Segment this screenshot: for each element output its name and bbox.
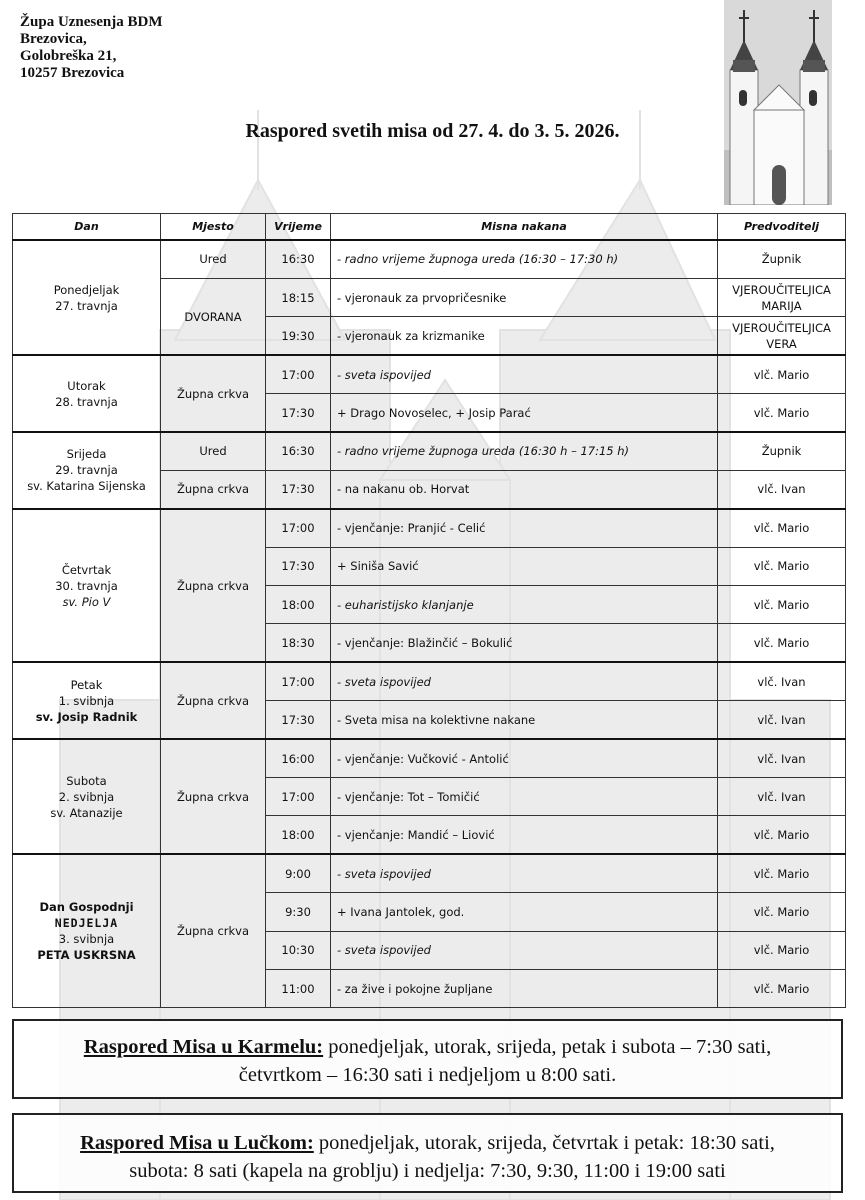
day-date: 30. travnja — [55, 578, 118, 593]
place-cell: Župna crkva — [161, 355, 266, 432]
intention-cell: - vjenčanje: Tot – Tomičić — [331, 777, 718, 815]
intention-cell: - za žive i pokojne župljane — [331, 969, 718, 1007]
place-cell: Ured — [161, 240, 266, 278]
parish-address — [20, 14, 163, 82]
leader-cell: vlč. Mario — [718, 586, 846, 624]
time-cell: 16:00 — [266, 739, 331, 777]
day-date: 3. svibnja — [58, 932, 115, 947]
intention-cell: - vjenčanje: Pranjić - Celić — [331, 509, 718, 547]
time-cell: 17:30 — [266, 701, 331, 739]
place-cell: Župna crkva — [161, 662, 266, 739]
leader-cell: vlč. Ivan — [718, 470, 846, 508]
time-cell: 17:30 — [266, 470, 331, 508]
table-row — [13, 662, 846, 700]
time-cell: 17:00 — [266, 777, 331, 815]
leader-cell: vlč. Mario — [718, 547, 846, 585]
time-cell: 18:00 — [266, 816, 331, 854]
day-saint: sv. Atanazije — [50, 805, 123, 820]
day-date: 1. svibnja — [58, 693, 115, 708]
parish-street: Golobreška 21, — [20, 48, 117, 64]
intention-cell: - sveta ispovijed — [331, 662, 718, 700]
intention-cell: - vjenčanje: Blažinčić – Bokulić — [331, 624, 718, 662]
day-title: Dan Gospodnji — [39, 900, 134, 915]
time-cell: 18:15 — [266, 278, 331, 316]
time-cell: 9:00 — [266, 854, 331, 892]
table-row — [13, 355, 846, 393]
time-cell: 18:00 — [266, 586, 331, 624]
day-cell-tuesday — [13, 355, 161, 432]
leader-cell: VJEROUČITELJICA MARIJA — [718, 278, 846, 316]
table-row — [13, 509, 846, 547]
time-cell: 16:30 — [266, 240, 331, 278]
lucko-text-2: subota: 8 sati (kapela na groblju) i nedjelja: 7:30, 9:30, 11:00 i 19:00 sati — [129, 1160, 726, 1182]
leader-cell: vlč. Mario — [718, 394, 846, 432]
intention-cell: + Siniša Savić — [331, 547, 718, 585]
karmel-label: Raspored Misa u Karmelu: — [83, 1036, 324, 1058]
parish-name: Župa Uznesenja BDM — [20, 14, 163, 30]
intention-cell: - radno vrijeme župnoga ureda (16:30 h – 17:15 h) — [331, 432, 718, 470]
day-date: 28. travnja — [55, 394, 118, 409]
leader-cell: vlč. Ivan — [718, 739, 846, 777]
leader-cell: vlč. Mario — [718, 816, 846, 854]
page-title: Raspored svetih misa od 27. 4. do 3. 5. 2026. — [245, 120, 620, 142]
header-mjesto: Mjesto — [161, 214, 266, 241]
mass-schedule-table — [12, 213, 846, 1008]
leader-cell: vlč. Mario — [718, 969, 846, 1007]
day-cell-sunday — [13, 854, 161, 1008]
parish-postal: 10257 Brezovica — [20, 65, 125, 81]
day-name: Ponedjeljak — [53, 282, 120, 297]
table-row — [13, 739, 846, 777]
leader-cell: vlč. Mario — [718, 509, 846, 547]
leader-cell: vlč. Mario — [718, 893, 846, 931]
intention-cell: - vjenčanje: Mandić – Liović — [331, 816, 718, 854]
leader-cell: Župnik — [718, 432, 846, 470]
time-cell: 19:30 — [266, 317, 331, 355]
lucko-text-1: ponedjeljak, utorak, srijeda, četvrtak i petak: 18:30 sati, — [313, 1132, 775, 1154]
intention-cell: - na nakanu ob. Horvat — [331, 470, 718, 508]
time-cell: 11:00 — [266, 969, 331, 1007]
intention-cell: - sveta ispovijed — [331, 854, 718, 892]
karmel-text-1: ponedjeljak, utorak, srijeda, petak i subota – 7:30 sati, — [323, 1036, 772, 1058]
day-saint: sv. Josip Radnik — [35, 709, 138, 724]
time-cell: 17:00 — [266, 662, 331, 700]
intention-cell: - euharistijsko klanjanje — [331, 586, 718, 624]
intention-cell: - vjeronauk za krizmanike — [331, 317, 718, 355]
intention-cell: - vjenčanje: Vučković - Antolić — [331, 739, 718, 777]
table-row — [13, 240, 846, 278]
time-cell: 10:30 — [266, 931, 331, 969]
leader-cell: vlč. Mario — [718, 854, 846, 892]
karmel-text-2: četvrtkom – 16:30 sati i nedjeljom u 8:00 sati. — [238, 1064, 617, 1086]
day-name: NEDJELJA — [54, 916, 119, 931]
time-cell: 9:30 — [266, 893, 331, 931]
place-cell: Župna crkva — [161, 470, 266, 508]
day-name: Utorak — [67, 378, 106, 393]
leader-cell: vlč. Ivan — [718, 777, 846, 815]
intention-cell: + Drago Novoselec, + Josip Parać — [331, 394, 718, 432]
day-date: 27. travnja — [55, 298, 118, 313]
day-date: 29. travnja — [55, 463, 118, 478]
header-predvoditelj: Predvoditelj — [718, 214, 846, 241]
church-logo-image — [724, 0, 832, 205]
place-cell: Župna crkva — [161, 739, 266, 854]
day-cell-thursday — [13, 509, 161, 663]
time-cell: 16:30 — [266, 432, 331, 470]
day-saint: sv. Katarina Sijenska — [27, 479, 146, 494]
day-name: Srijeda — [66, 447, 107, 462]
place-cell: Župna crkva — [161, 509, 266, 663]
parish-place: Brezovica, — [20, 31, 87, 47]
day-cell-saturday — [13, 739, 161, 854]
day-date: 2. svibnja — [58, 789, 115, 804]
time-cell: 17:30 — [266, 394, 331, 432]
day-feast: PETA USKRSNA — [37, 948, 136, 963]
day-name: Četvrtak — [61, 562, 112, 577]
day-name: Subota — [66, 773, 107, 788]
leader-cell: vlč. Mario — [718, 931, 846, 969]
place-cell: Ured — [161, 432, 266, 470]
header-vrijeme: Vrijeme — [266, 214, 331, 241]
table-row — [13, 854, 846, 892]
place-cell: DVORANA — [161, 278, 266, 355]
time-cell: 17:00 — [266, 355, 331, 393]
leader-cell: vlč. Ivan — [718, 662, 846, 700]
time-cell: 17:30 — [266, 547, 331, 585]
leader-cell: Župnik — [718, 240, 846, 278]
lucko-schedule-box — [12, 1113, 843, 1193]
intention-cell: - sveta ispovijed — [331, 931, 718, 969]
table-row — [13, 432, 846, 470]
intention-cell: - sveta ispovijed — [331, 355, 718, 393]
leader-cell: vlč. Mario — [718, 355, 846, 393]
leader-cell: vlč. Mario — [718, 624, 846, 662]
day-cell-friday — [13, 662, 161, 739]
header-nakana: Misna nakana — [331, 214, 718, 241]
day-cell-wednesday — [13, 432, 161, 509]
day-saint: sv. Pio V — [62, 594, 111, 609]
intention-cell: - Sveta misa na kolektivne nakane — [331, 701, 718, 739]
day-name: Petak — [70, 677, 103, 692]
intention-cell: + Ivana Jantolek, god. — [331, 893, 718, 931]
leader-cell: VJEROUČITELJICA VERA — [718, 317, 846, 355]
time-cell: 17:00 — [266, 509, 331, 547]
intention-cell: - radno vrijeme župnoga ureda (16:30 – 17:30 h) — [331, 240, 718, 278]
day-cell-monday — [13, 240, 161, 355]
time-cell: 18:30 — [266, 624, 331, 662]
karmel-schedule-box — [12, 1019, 843, 1099]
lucko-label: Raspored Misa u Lučkom: — [80, 1132, 314, 1154]
leader-cell: vlč. Ivan — [718, 701, 846, 739]
place-cell: Župna crkva — [161, 854, 266, 1008]
table-header-row — [13, 214, 846, 241]
header-dan: Dan — [13, 214, 161, 241]
intention-cell: - vjeronauk za prvopričesnike — [331, 278, 718, 316]
